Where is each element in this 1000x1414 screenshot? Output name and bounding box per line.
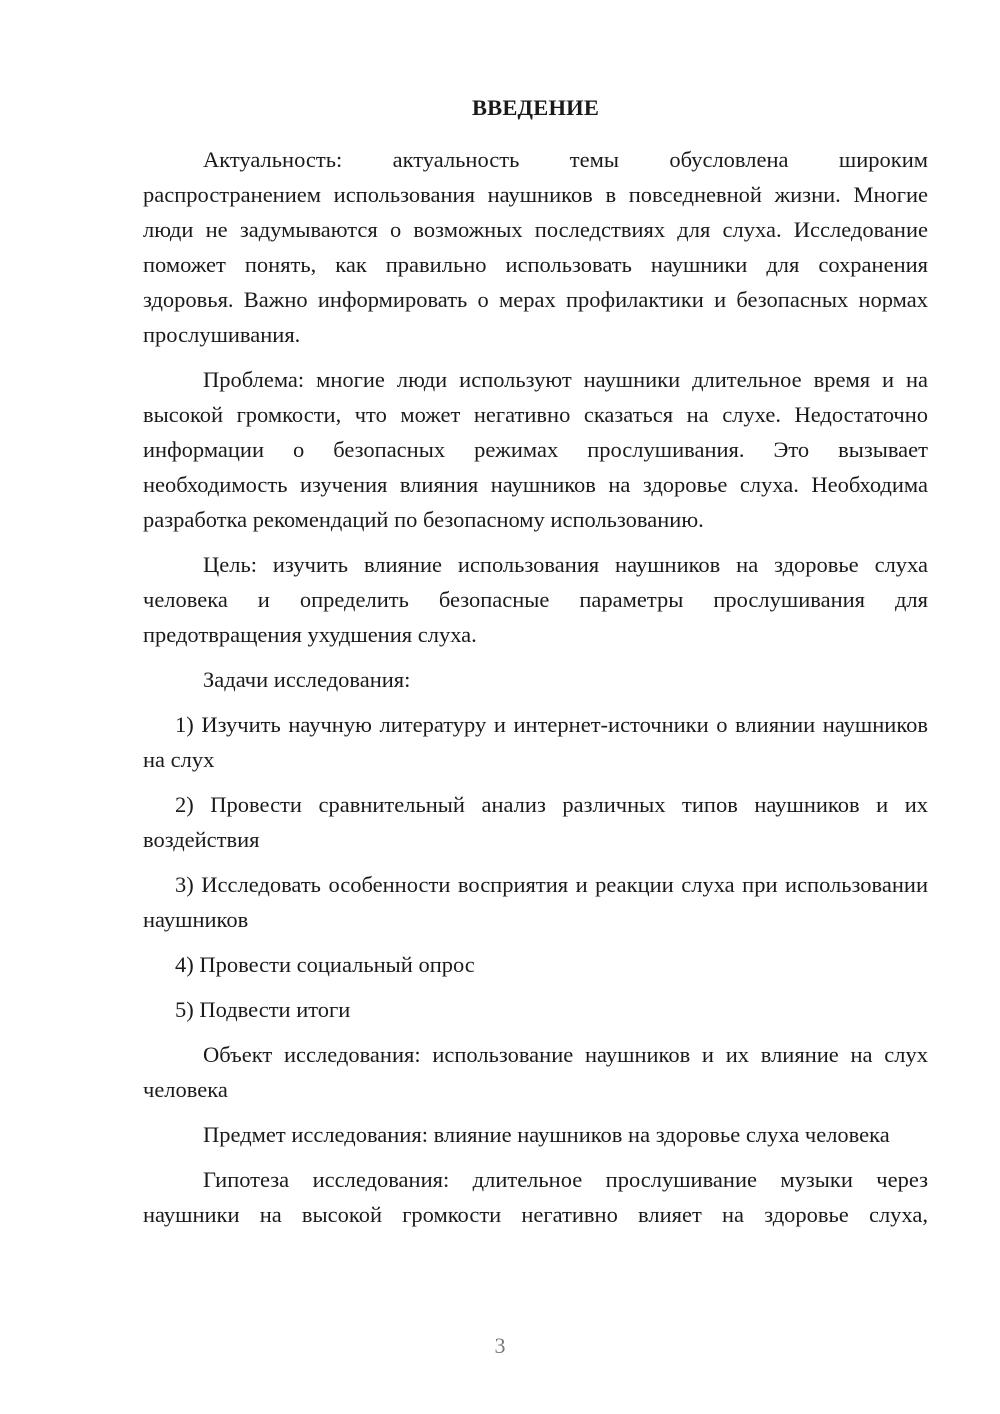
document-page [143,93,928,1232]
paragraph-relevance: Актуальность: актуальность темы обусловлена широким распространением использования наушников в повседневной жизни. Многие люди не задумываются о возможных последствиях для слуха. Исследование поможет понять, как правильно использовать наушники для сохранения здоровья. Важно информировать о мерах профилактики и безопасных нормах прослушивания. [143,147,928,347]
page-number: 3 [494,1333,506,1358]
paragraph-subject: Предмет исследования: влияние наушников на здоровье слуха человека [203,1122,890,1147]
task-item-4: 4) Провести социальный опрос [175,952,475,977]
task-item-1: 1) Изучить научную литературу и интернет-источники о влиянии наушников на слух [143,712,928,772]
paragraph-goal: Цель: изучить влияние использования наушников на здоровье слуха человека и определить безопасные параметры прослушивания для предотвращения ухудшения слуха. [143,552,928,647]
tasks-heading: Задачи исследования: [203,667,411,692]
task-item-2: 2) Провести сравнительный анализ различных типов наушников и их воздействия [143,792,928,852]
section-title: ВВЕДЕНИЕ [471,95,600,120]
task-item-3: 3) Исследовать особенности восприятия и реакции слуха при использовании наушников [143,872,928,932]
paragraph-object: Объект исследования: использование наушников и их влияние на слух человека [143,1042,928,1102]
paragraph-problem: Проблема: многие люди используют наушники длительное время и на высокой громкости, что может негативно сказаться на слухе. Недостаточно информации о безопасных режимах прослушивания. Это вызывает необходимость изучения влияния наушников на здоровье слуха. Необходима разработка рекомендаций по безопасному использованию. [143,367,928,532]
task-item-5: 5) Подвести итоги [175,997,351,1022]
paragraph-hypothesis: Гипотеза исследования: длительное прослушивание музыки через наушники на высокой громкости негативно влияет на здоровье слуха, [143,1167,928,1227]
